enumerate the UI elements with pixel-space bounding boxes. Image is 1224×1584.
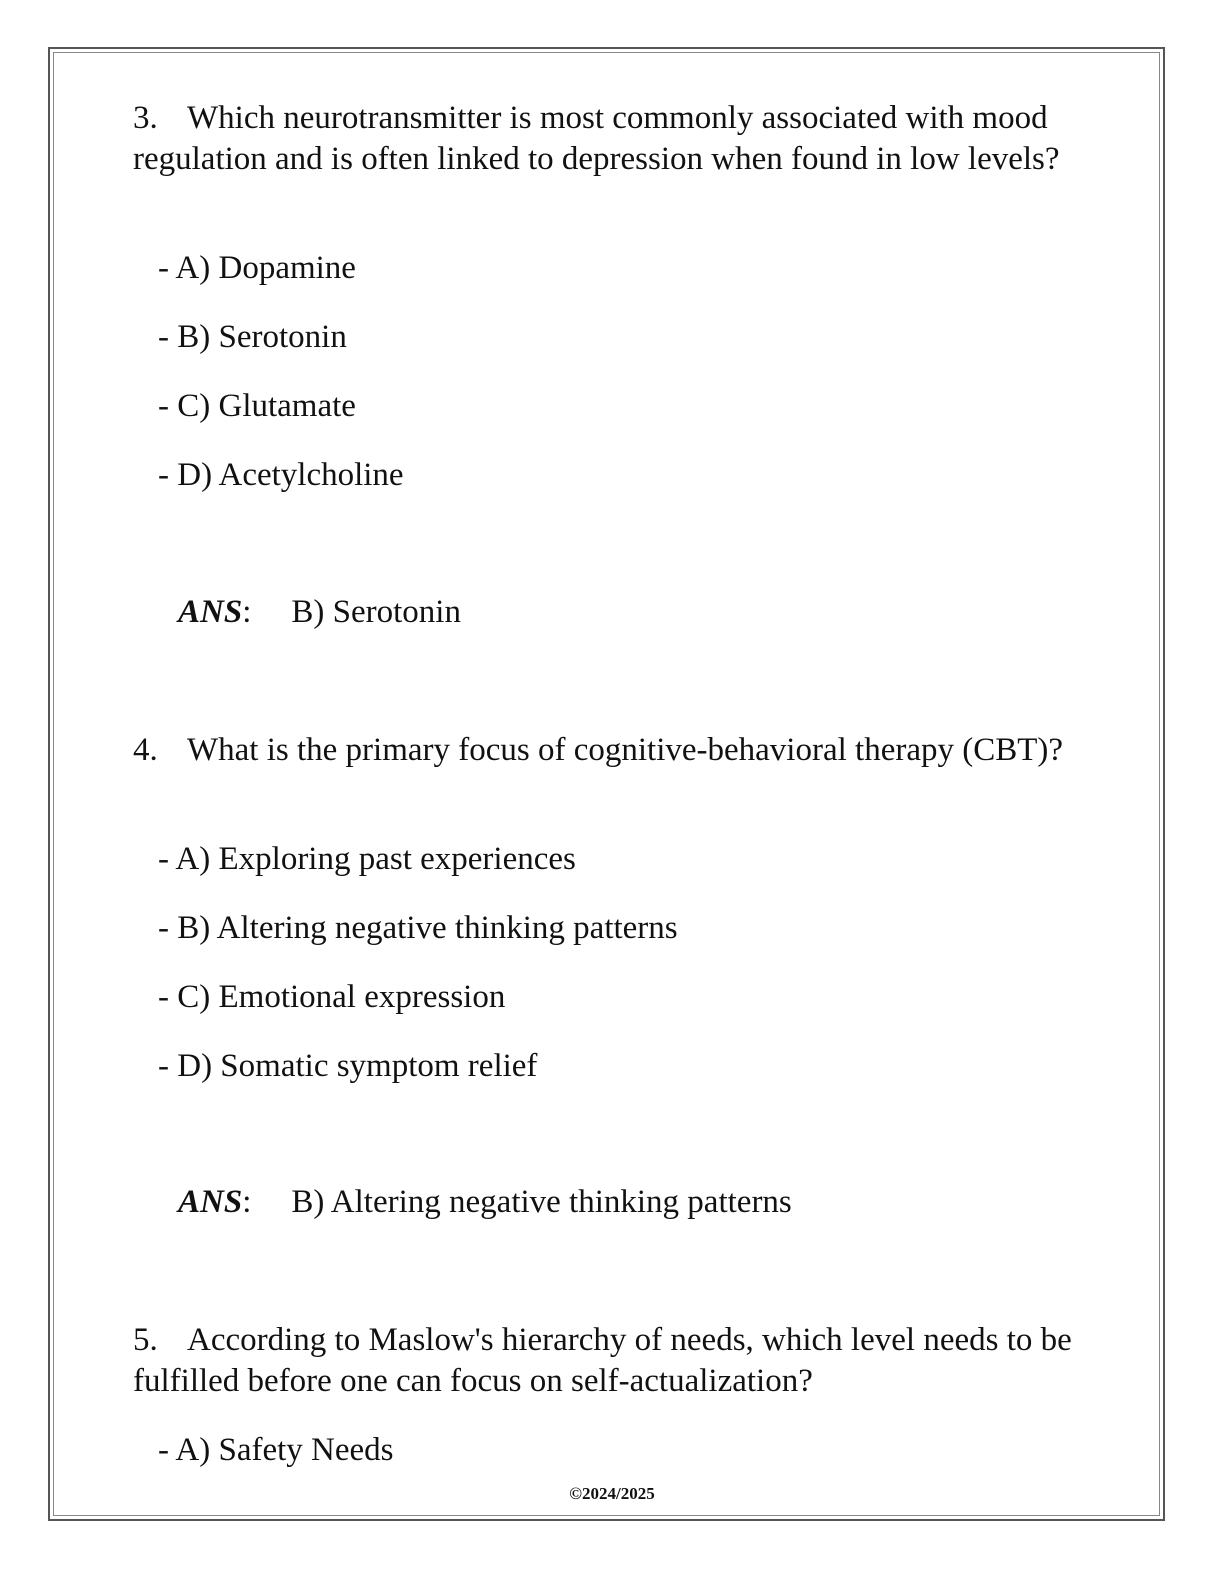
option-c: - C) Glutamate bbox=[158, 388, 356, 424]
option-c: - C) Emotional expression bbox=[158, 979, 506, 1015]
option-a: - A) Dopamine bbox=[158, 250, 356, 286]
option-b: - B) Altering negative thinking patterns bbox=[158, 910, 678, 946]
answer-label: ANS bbox=[178, 1184, 243, 1220]
question-4 bbox=[133, 730, 1093, 771]
answer-line bbox=[178, 1182, 792, 1223]
question-5 bbox=[133, 1320, 1093, 1402]
option-b: - B) Serotonin bbox=[158, 319, 347, 355]
question-number: 3. bbox=[133, 100, 158, 136]
question-text: Which neurotransmitter is most commonly associated with mood regulation and is often linked to depression when found in low levels? bbox=[133, 100, 1060, 177]
question-text: What is the primary focus of cognitive-behavioral therapy (CBT)? bbox=[187, 732, 1064, 768]
question-number: 5. bbox=[133, 1322, 158, 1358]
option-a: - A) Safety Needs bbox=[158, 1432, 394, 1468]
option-d: - D) Somatic symptom relief bbox=[158, 1048, 538, 1084]
question-text: According to Maslow's hierarchy of needs, which level needs to be fulfilled before one can focus on self-actualization? bbox=[133, 1322, 1072, 1399]
answer-colon: : bbox=[242, 1184, 252, 1220]
answer-line bbox=[178, 592, 461, 633]
answer-value: B) Serotonin bbox=[291, 594, 461, 630]
answer-value: B) Altering negative thinking patterns bbox=[291, 1184, 792, 1220]
option-a: - A) Exploring past experiences bbox=[158, 841, 576, 877]
answer-label: ANS bbox=[178, 594, 243, 630]
answer-colon: : bbox=[242, 594, 252, 630]
question-number: 4. bbox=[133, 732, 158, 768]
question-3 bbox=[133, 98, 1093, 180]
copyright-footer: ©2024/2025 bbox=[569, 1484, 655, 1503]
option-d: - D) Acetylcholine bbox=[158, 457, 404, 493]
